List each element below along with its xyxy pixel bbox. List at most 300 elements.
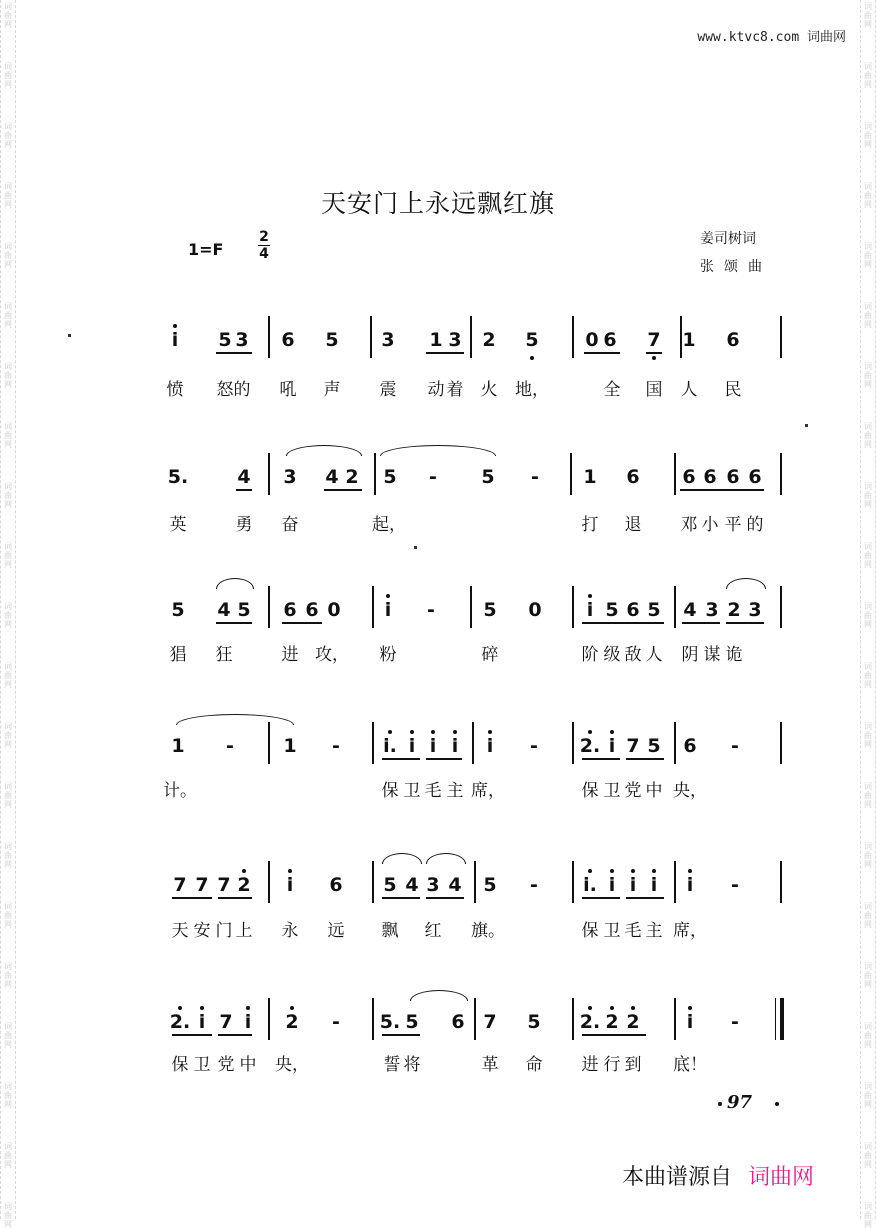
lyric: 行	[603, 1055, 621, 1075]
note: i	[608, 735, 616, 757]
side-watermark-mark: 词 曲 网	[864, 662, 872, 689]
lyric: 门	[215, 921, 233, 941]
side-watermark-mark: 词 曲 网	[4, 902, 12, 929]
note: i	[486, 735, 494, 757]
note: -	[332, 1011, 340, 1033]
beam-underline	[584, 352, 620, 354]
lyric: 国	[645, 380, 663, 400]
print-speck	[805, 424, 808, 427]
note: i	[586, 599, 594, 621]
note: 6	[283, 599, 297, 621]
note: 1	[583, 466, 597, 488]
side-watermark-mark: 词 曲 网	[864, 1082, 872, 1109]
octave-dot-above	[631, 869, 635, 873]
note: 5	[647, 599, 661, 621]
octave-dot-above	[488, 730, 492, 734]
side-watermark-mark: 词 曲 网	[4, 962, 12, 989]
octave-dot-above	[688, 869, 692, 873]
beam-underline	[236, 489, 252, 491]
side-watermark-mark: 词 曲 网	[4, 242, 12, 269]
beam-underline	[216, 622, 252, 624]
note: 5	[525, 329, 539, 351]
barline	[572, 998, 574, 1040]
lyric: 卫	[193, 1055, 211, 1075]
barline	[470, 316, 472, 358]
lyric: 永	[281, 921, 299, 941]
note: -	[731, 874, 739, 896]
note: 7	[219, 1011, 233, 1033]
octave-dot-above	[178, 1006, 182, 1010]
beam-underline	[218, 897, 252, 899]
note: 3	[381, 329, 395, 351]
beam-underline	[626, 758, 664, 760]
watermark-site: www.ktvc8.com	[697, 30, 800, 45]
beam-underline	[216, 352, 252, 354]
barline	[372, 998, 374, 1040]
note: 5	[325, 329, 339, 351]
lyric: 着	[446, 380, 464, 400]
source-brand: 词曲网	[748, 1165, 815, 1190]
note: 6	[603, 329, 617, 351]
lyric: 中	[239, 1055, 257, 1075]
octave-dot-below	[530, 356, 534, 360]
lyric: 阴	[681, 645, 699, 665]
beam-underline	[582, 1034, 646, 1036]
lyric: 卫	[603, 781, 621, 801]
barline	[674, 722, 676, 764]
note: 6	[683, 735, 697, 757]
note: 7	[217, 874, 231, 896]
key-signature: 1=F	[188, 240, 224, 259]
note: -	[429, 466, 437, 488]
lyric: 英	[169, 515, 187, 535]
final-barline-thick	[780, 998, 784, 1040]
lyric: 平	[724, 515, 742, 535]
note: -	[427, 599, 435, 621]
beam-underline	[218, 1034, 252, 1036]
note: 3	[748, 599, 762, 621]
note: 2	[605, 1011, 619, 1033]
slur	[726, 578, 766, 589]
note: -	[226, 735, 234, 757]
side-watermark-mark: 词 曲 网	[4, 662, 12, 689]
lyric: 飘	[381, 921, 399, 941]
lyric: 党	[217, 1055, 235, 1075]
octave-dot-above	[588, 1006, 592, 1010]
note: 3	[283, 466, 297, 488]
beam-underline	[426, 352, 464, 354]
left-watermark-strip	[0, 0, 16, 1229]
lyric: 将	[403, 1055, 421, 1075]
side-watermark-mark: 词 曲 网	[4, 1022, 12, 1049]
barline	[372, 586, 374, 628]
side-watermark-mark: 词 曲 网	[864, 482, 872, 509]
lyric: 党	[624, 781, 642, 801]
lyric: 进	[581, 1055, 599, 1075]
note: 5	[647, 735, 661, 757]
side-watermark-mark: 词 曲 网	[4, 62, 12, 89]
side-watermark-mark: 词 曲 网	[4, 302, 12, 329]
note: 5	[605, 599, 619, 621]
side-watermark-mark: 词 曲 网	[864, 782, 872, 809]
beam-underline	[726, 622, 764, 624]
side-watermark-mark: 词 曲 网	[864, 842, 872, 869]
lyric: 诡	[725, 645, 743, 665]
lyric: 毛	[624, 921, 642, 941]
barline	[780, 722, 782, 764]
beam-underline	[172, 1034, 212, 1036]
lyric: 怒	[216, 380, 234, 400]
lyric: 粉	[379, 645, 397, 665]
print-speck	[68, 334, 71, 337]
beam-underline	[646, 352, 662, 354]
note: 5	[171, 599, 185, 621]
lyric: 安	[193, 921, 211, 941]
note: 6	[626, 466, 640, 488]
side-watermark-mark: 词 曲 网	[864, 122, 872, 149]
beam-underline	[426, 758, 462, 760]
watermark-name: 词曲网	[806, 30, 846, 45]
source-prefix: 本曲谱源自	[622, 1165, 733, 1190]
octave-dot-above	[288, 869, 292, 873]
side-watermark-mark: 词 曲 网	[864, 1202, 872, 1229]
octave-dot-above	[431, 730, 435, 734]
octave-dot-above	[588, 730, 592, 734]
barline	[674, 586, 676, 628]
lyric: 敌	[624, 645, 642, 665]
lyric: 狂	[215, 645, 233, 665]
barline	[268, 316, 270, 358]
beam-underline	[582, 758, 620, 760]
barline	[780, 316, 782, 358]
barline	[474, 998, 476, 1040]
lyric: 吼	[279, 380, 297, 400]
slur	[176, 714, 294, 725]
lyric: 革	[481, 1055, 499, 1075]
note: 6	[748, 466, 762, 488]
side-watermark-mark: 词 曲 网	[4, 1142, 12, 1169]
lyric: 保	[381, 781, 399, 801]
final-barline-thin	[775, 998, 776, 1040]
barline	[674, 453, 676, 495]
barline	[680, 316, 682, 358]
lyric: 央，	[275, 1055, 309, 1075]
octave-dot-above	[688, 1006, 692, 1010]
note: 2	[482, 329, 496, 351]
barline	[674, 861, 676, 903]
octave-dot-above	[610, 1006, 614, 1010]
lyric: 进	[281, 645, 299, 665]
note: 6	[329, 874, 343, 896]
octave-dot-above	[200, 1006, 204, 1010]
lyric: 卫	[403, 781, 421, 801]
note: 5	[405, 1011, 419, 1033]
note: 6	[281, 329, 295, 351]
lyric: 动	[427, 380, 445, 400]
barline	[674, 998, 676, 1040]
note: 4	[448, 874, 462, 896]
note: i.	[583, 874, 597, 896]
note: 1	[283, 735, 297, 757]
page-dot-left	[718, 1102, 722, 1106]
barline	[472, 722, 474, 764]
note: 7	[647, 329, 661, 351]
octave-dot-above	[410, 730, 414, 734]
beam-underline	[682, 622, 720, 624]
beam-underline	[680, 489, 764, 491]
side-watermark-mark: 词 曲 网	[4, 362, 12, 389]
beam-underline	[282, 622, 322, 624]
side-watermark-mark: 词 曲 网	[864, 902, 872, 929]
barline	[268, 861, 270, 903]
side-watermark-mark: 词 曲 网	[864, 422, 872, 449]
note: -	[531, 466, 539, 488]
note: -	[530, 735, 538, 757]
lyric: 的	[233, 380, 251, 400]
barline	[572, 316, 574, 358]
lyric: 计。	[163, 781, 197, 801]
note: 1	[171, 735, 185, 757]
lyric: 中	[645, 781, 663, 801]
page-dot-right	[775, 1102, 779, 1106]
lyric: 声	[323, 380, 341, 400]
lyric: 碎	[481, 645, 499, 665]
barline	[780, 453, 782, 495]
beam-underline	[172, 897, 212, 899]
side-watermark-mark: 词 曲 网	[4, 2, 12, 29]
note: 0	[585, 329, 599, 351]
slur	[382, 853, 422, 864]
beam-underline	[426, 897, 464, 899]
lyric: 央，	[673, 781, 707, 801]
lyric: 命	[525, 1055, 543, 1075]
note: 5	[383, 466, 397, 488]
note: i	[650, 874, 658, 896]
barline	[374, 453, 376, 495]
note: 7	[195, 874, 209, 896]
lyric: 誓	[383, 1055, 401, 1075]
note: i	[244, 1011, 252, 1033]
note: 2.	[579, 735, 601, 757]
note: 6	[626, 599, 640, 621]
side-watermark-mark: 词 曲 网	[864, 362, 872, 389]
barline	[780, 861, 782, 903]
note: i	[451, 735, 459, 757]
note: 6	[726, 329, 740, 351]
octave-dot-above	[388, 730, 392, 734]
note: 2	[237, 874, 251, 896]
side-watermark-mark: 词 曲 网	[864, 542, 872, 569]
beam-underline	[324, 489, 362, 491]
barline	[572, 586, 574, 628]
slur	[286, 445, 362, 456]
composer-credit: 张颂曲	[700, 259, 772, 275]
side-watermark-mark: 词 曲 网	[4, 182, 12, 209]
note: i	[429, 735, 437, 757]
note: 1	[682, 329, 696, 351]
barline	[268, 998, 270, 1040]
time-top: 2	[259, 229, 269, 245]
lyric: 毛	[424, 781, 442, 801]
note: 5.	[167, 466, 189, 488]
note: 4	[217, 599, 231, 621]
lyric: 天	[171, 921, 189, 941]
barline	[268, 722, 270, 764]
octave-dot-above	[652, 869, 656, 873]
time-bottom: 4	[259, 246, 269, 262]
right-watermark-strip	[860, 0, 876, 1229]
octave-dot-above	[588, 869, 592, 873]
lyric: 上	[235, 921, 253, 941]
side-watermark-mark: 词 曲 网	[4, 1082, 12, 1109]
lyric: 人	[680, 380, 698, 400]
side-watermark-mark: 词 曲 网	[864, 1022, 872, 1049]
octave-dot-above	[290, 1006, 294, 1010]
barline	[572, 722, 574, 764]
note: 5	[383, 874, 397, 896]
note: 2.	[169, 1011, 191, 1033]
note: 4	[405, 874, 419, 896]
note: 5	[483, 599, 497, 621]
lyric: 卫	[603, 921, 621, 941]
note: 7	[483, 1011, 497, 1033]
note: 3	[426, 874, 440, 896]
song-title: 天安门上永远飘红旗	[320, 189, 555, 218]
side-watermark-mark: 词 曲 网	[864, 602, 872, 629]
note: 3	[448, 329, 462, 351]
side-watermark-mark: 词 曲 网	[864, 242, 872, 269]
lyric: 勇	[235, 515, 253, 535]
side-watermark-mark: 词 曲 网	[864, 2, 872, 29]
barline	[268, 453, 270, 495]
note: 5	[218, 329, 232, 351]
note: 5.	[379, 1011, 401, 1033]
note: 6	[703, 466, 717, 488]
octave-dot-above	[386, 594, 390, 598]
lyric: 阶	[581, 645, 599, 665]
note: 5	[527, 1011, 541, 1033]
beam-underline	[582, 622, 664, 624]
lyric: 保	[171, 1055, 189, 1075]
lyric: 全	[603, 380, 621, 400]
note: 5	[237, 599, 251, 621]
lyric: 震	[379, 380, 397, 400]
octave-dot-above	[588, 594, 592, 598]
note: 0	[528, 599, 542, 621]
slur	[216, 578, 254, 589]
side-watermark-mark: 词 曲 网	[4, 1202, 12, 1229]
print-speck	[414, 546, 417, 549]
side-watermark-mark: 词 曲 网	[4, 122, 12, 149]
note: 7	[626, 735, 640, 757]
note: 2	[727, 599, 741, 621]
lyric: 打	[581, 515, 599, 535]
lyric: 小	[701, 515, 719, 535]
lyric: 地，	[515, 380, 549, 400]
note: 7	[173, 874, 187, 896]
note: 2	[285, 1011, 299, 1033]
side-watermark-mark: 词 曲 网	[4, 542, 12, 569]
note: 1	[429, 329, 443, 351]
side-watermark-mark: 词 曲 网	[864, 962, 872, 989]
side-watermark-mark: 词 曲 网	[864, 302, 872, 329]
barline	[780, 586, 782, 628]
note: 4	[683, 599, 697, 621]
beam-underline	[626, 897, 664, 899]
note: i	[286, 874, 294, 896]
slur	[380, 445, 496, 456]
octave-dot-above	[631, 1006, 635, 1010]
lyric: 旗。	[471, 921, 505, 941]
note: 2	[626, 1011, 640, 1033]
lyric: 保	[581, 921, 599, 941]
note: i	[629, 874, 637, 896]
note: 4	[325, 466, 339, 488]
lyric: 席，	[673, 921, 707, 941]
beam-underline	[582, 897, 620, 899]
note: 0	[327, 599, 341, 621]
time-signature	[258, 230, 270, 261]
note: 3	[705, 599, 719, 621]
note: 2	[345, 466, 359, 488]
lyricist-credit: 姜司树词	[700, 231, 756, 247]
note: 5	[483, 874, 497, 896]
side-watermark-mark: 词 曲 网	[4, 482, 12, 509]
note: 4	[237, 466, 251, 488]
note: 6	[682, 466, 696, 488]
lyric: 席，	[471, 781, 505, 801]
note: 6	[451, 1011, 465, 1033]
barline	[470, 586, 472, 628]
lyric: 的	[746, 515, 764, 535]
page-number: 97	[727, 1092, 753, 1113]
note: i	[384, 599, 392, 621]
note: i	[408, 735, 416, 757]
lyric: 主	[645, 921, 663, 941]
note: 6	[305, 599, 319, 621]
note: -	[530, 874, 538, 896]
octave-dot-above	[610, 730, 614, 734]
lyric: 底！	[673, 1055, 707, 1075]
lyric: 火	[480, 380, 498, 400]
side-watermark-mark: 词 曲 网	[864, 1142, 872, 1169]
slur	[426, 853, 466, 864]
lyric: 远	[327, 921, 345, 941]
octave-dot-above	[173, 324, 177, 328]
slur	[410, 990, 468, 1001]
source-credit	[622, 1160, 814, 1191]
side-watermark-mark: 词 曲 网	[4, 602, 12, 629]
note: 5	[481, 466, 495, 488]
lyric: 到	[624, 1055, 642, 1075]
note: i	[686, 1011, 694, 1033]
note: 3	[235, 329, 249, 351]
note: i	[198, 1011, 206, 1033]
lyric: 猖	[169, 645, 187, 665]
octave-dot-above	[242, 869, 246, 873]
note: i	[171, 329, 179, 351]
side-watermark-mark: 词 曲 网	[4, 782, 12, 809]
note: -	[731, 1011, 739, 1033]
octave-dot-below	[652, 356, 656, 360]
lyric: 邓	[680, 515, 698, 535]
note: i.	[383, 735, 397, 757]
lyric: 谋	[703, 645, 721, 665]
barline	[572, 861, 574, 903]
lyric: 保	[581, 781, 599, 801]
barline	[570, 453, 572, 495]
note: -	[332, 735, 340, 757]
